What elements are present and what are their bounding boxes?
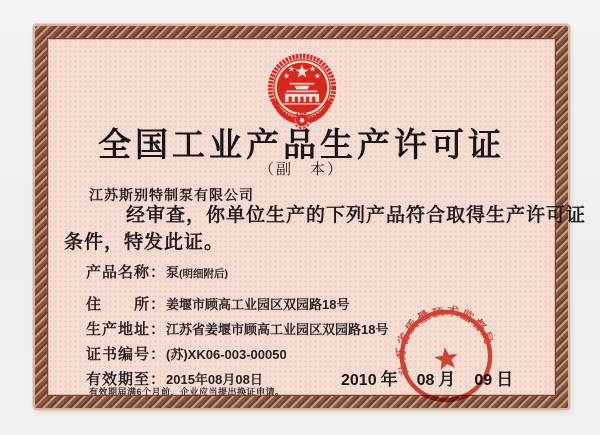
field-value: 江苏省姜堰市顾高工业园区双园路18号 xyxy=(166,322,389,337)
svg-text:江苏省质量技术监督局 xyxy=(391,301,500,379)
field-value-note: (明细附后) xyxy=(179,268,229,280)
issue-month-label: 月 xyxy=(438,370,456,389)
certificate-subtitle: （副 本） xyxy=(258,161,344,178)
company-name: 江苏斯别特制泵有限公司 xyxy=(89,187,254,203)
field-value: 2015年08月08日 xyxy=(166,372,263,387)
issue-year-label: 年 xyxy=(380,370,398,389)
field-value: (苏)XK06-003-00050 xyxy=(166,347,287,362)
renewal-note: 有效期届满6个月前，企业应当提出换证申请。 xyxy=(89,387,285,397)
statement-line-2: 条件，特发此证。 xyxy=(64,232,225,253)
seal-text: 江苏省质量技术监督局 xyxy=(393,303,497,377)
issue-day: 09 xyxy=(474,372,493,389)
certificate-border-frame xyxy=(35,26,587,408)
certificate-paper xyxy=(47,38,587,397)
field-value: 泵 xyxy=(166,265,180,280)
certificate-title: 全国工业产品生产许可证 xyxy=(98,126,505,163)
field-label: 有效期至： xyxy=(86,371,167,388)
official-seal-stamp xyxy=(391,301,502,412)
certificate-statement xyxy=(64,202,587,256)
issue-month: 08 xyxy=(416,372,435,389)
field-label: 证书编号： xyxy=(86,346,167,363)
field-label: 生产地址： xyxy=(86,321,167,338)
field-product-name xyxy=(86,263,526,284)
field-label: 住 所： xyxy=(86,296,167,313)
field-value: 姜堰市顾高工业园区双园路18号 xyxy=(166,297,350,312)
issue-year: 2010 xyxy=(341,372,377,389)
field-label: 产品名称： xyxy=(86,264,167,281)
statement-line-1: 经审查，你单位生产的下列产品符合取得生产许可证 xyxy=(126,205,587,226)
issue-day-label: 日 xyxy=(496,370,514,389)
